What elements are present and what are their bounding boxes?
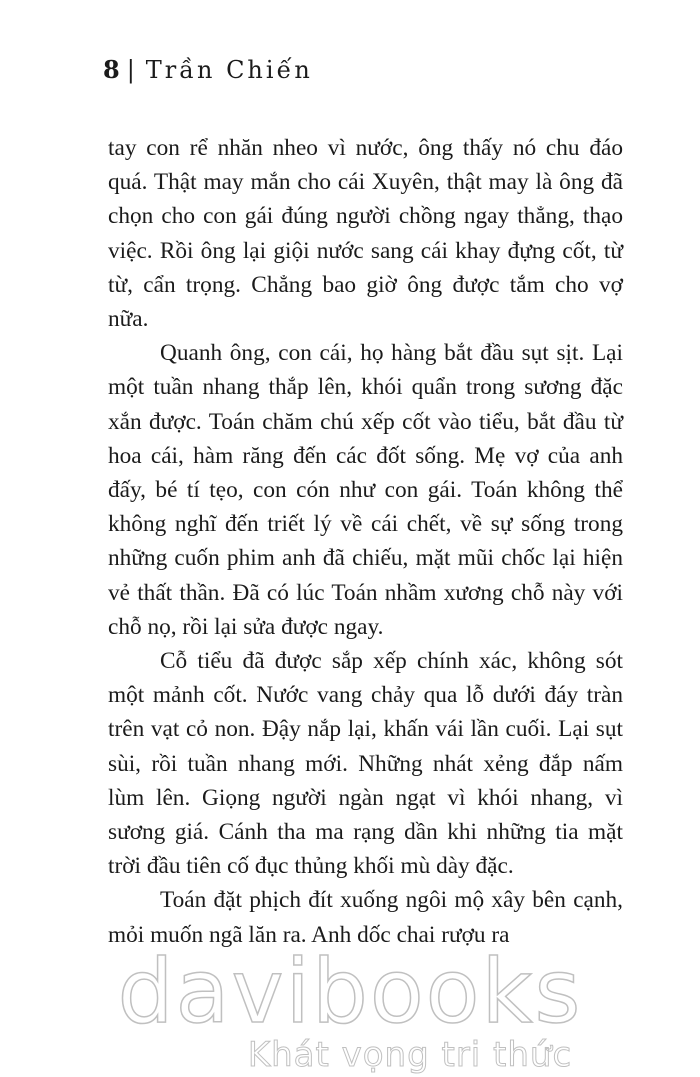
- header-separator: |: [126, 56, 136, 84]
- paragraph: Toán đặt phịch đít xuống ngôi mộ xây bên cạnh, mỏi muốn ngã lăn ra. Anh dốc chai rượu ra: [108, 887, 623, 948]
- watermark-slogan: Khát vọng tri thức: [247, 1035, 573, 1075]
- header-author: Trần Chiến: [145, 56, 313, 84]
- paragraph-continued: tay con rể nhăn nheo vì nước, ông thấy nó chu đáo quá. Thật may mắn cho cái Xuyên, thật may là ông đã chọn cho con gái đúng người chồng ngay thẳng, thạo việc. Rồi ông lại giội nước sang cái khay đựng cốt, từ từ, cẩn trọng. Chẳng bao giờ ông được tắm cho vợ nữa.: [108, 135, 623, 333]
- running-header: [103, 55, 313, 84]
- body-text: [108, 131, 623, 952]
- watermark-brand: davibooks: [117, 940, 583, 1043]
- page-number: 8: [103, 55, 121, 84]
- paragraph: Quanh ông, con cái, họ hàng bắt đầu sụt sịt. Lại một tuần nhang thắp lên, khói quẩn trong sương đặc xắn được. Toán chăm chú xếp cốt vào tiểu, bắt đầu từ hoa cái, hàm răng đến các đốt sống. Mẹ vợ của anh đấy, bé tí tẹo, con cón như con gái. Toán không thể không nghĩ đến triết lý về cái chết, về sự sống trong những cuốn phim anh đã chiếu, mặt mũi chốc lại hiện vẻ thất thần. Đã có lúc Toán nhầm xương chỗ này với chỗ nọ, rồi lại sửa được ngay.: [108, 340, 623, 640]
- paragraph: Cỗ tiểu đã được sắp xếp chính xác, không sót một mảnh cốt. Nước vang chảy qua lỗ dưới đáy tràn trên vạt cỏ non. Đậy nắp lại, khấn vái lần cuối. Lại sụt sùi, rồi tuần nhang mới. Những nhát xẻng đắp nấm lùm lên. Giọng người ngàn ngạt vì khói nhang, vì sương giá. Cánh tha ma rạng dần khi những tia mặt trời đầu tiên cố đục thủng khối mù dày đặc.: [108, 648, 623, 880]
